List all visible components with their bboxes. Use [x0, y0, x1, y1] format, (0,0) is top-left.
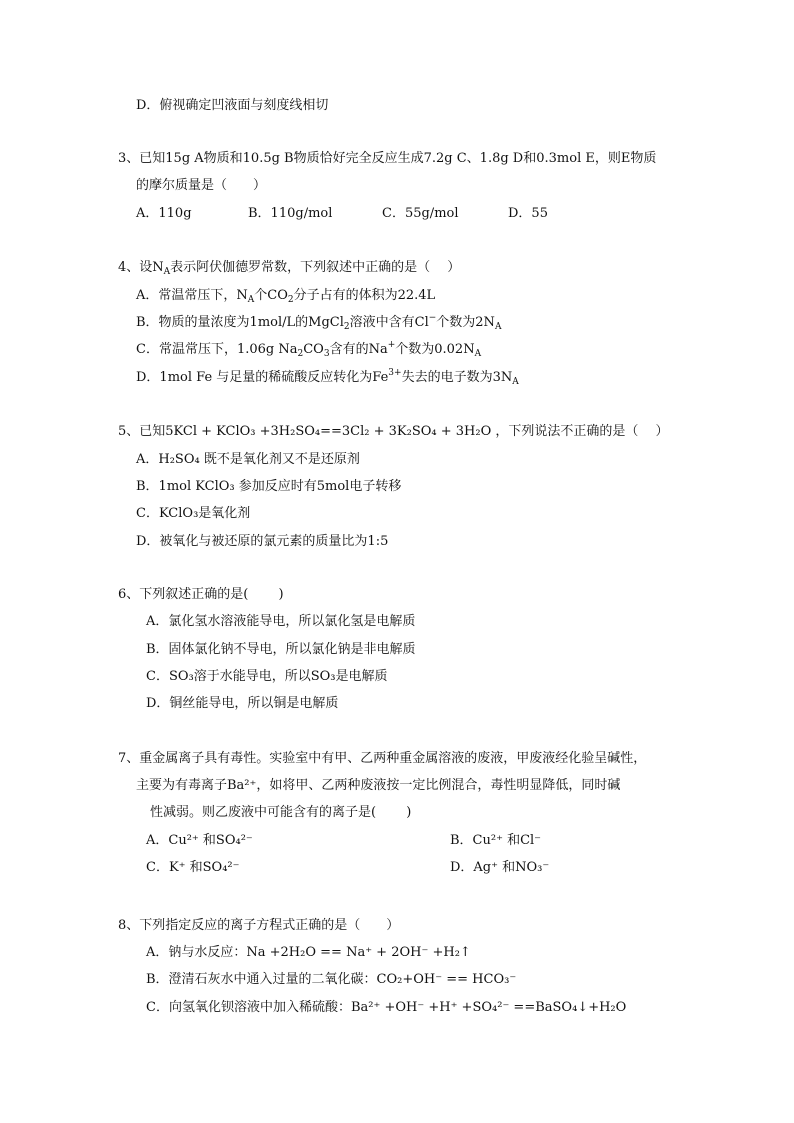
q4-stem: [118, 259, 460, 278]
q4-a-sub1: A: [247, 295, 255, 305]
q4-d-text1: D．1mol Fe 与足量的稀硫酸反应转化为Fe: [136, 370, 389, 385]
q8-option-c: C．向氢氧化钡溶液中加入稀硫酸：Ba²⁺ +OH⁻ +H⁺ +SO₄²⁻ ==BaSO₄↓+H₂O: [146, 1000, 627, 1015]
q4-b-sub1: 2: [343, 322, 350, 332]
q4-c-text3: 含有的Na: [329, 342, 388, 357]
q4-stem-sub: A: [163, 267, 171, 277]
q3-stem-line2: 的摩尔质量是（ ）: [136, 178, 267, 193]
q4-b-sub2: A: [494, 322, 502, 332]
q4-option-a: [136, 287, 435, 306]
q4-b-text3: 个数为2N: [436, 315, 495, 330]
q4-d-sub: A: [512, 377, 519, 387]
q5-option-b: B．1mol KClO₃ 参加反应时有5mol电子转移: [136, 479, 402, 494]
q6-stem: 6、下列叙述正确的是( ): [118, 587, 284, 602]
q4-option-d: [136, 369, 519, 388]
q7-stem-line1: 7、重金属离子具有毒性。实验室中有甲、乙两种重金属溶液的废液，甲废液经化验呈碱性，: [118, 751, 647, 766]
q5-option-a: A．H₂SO₄ 既不是氧化剂又不是还原剂: [136, 452, 360, 467]
q3-option-a: A．110g: [136, 206, 192, 221]
q4-a-sub2: 2: [287, 295, 294, 305]
q7-option-a: A．Cu²⁺ 和SO₄²⁻: [146, 833, 253, 848]
q4-b-sup: −: [428, 313, 437, 323]
q7-option-d: D．Ag⁺ 和NO₃⁻: [450, 860, 550, 875]
q4-a-text3: 分子占有的体积为22.4L: [293, 288, 436, 303]
q4-stem-post: 表示阿伏伽德罗常数，下列叙述中正确的是（ ）: [170, 260, 461, 275]
q4-c-text1: C．常温常压下，1.06g Na: [136, 342, 298, 357]
q4-c-sub1: 2: [297, 349, 304, 359]
q4-option-c: [136, 341, 481, 360]
q8-option-b: B．澄清石灰水中通入过量的二氧化碳：CO₂+OH⁻ == HCO₃⁻: [146, 972, 517, 987]
q4-d-sup: 3+: [388, 368, 402, 378]
q7-stem-line2: 主要为有毒离子Ba²⁺，如将甲、乙两种废液按一定比例混合，毒性明显降低，同时碱: [136, 778, 621, 793]
q4-option-b: [136, 314, 501, 333]
q4-c-text2: CO: [303, 342, 324, 357]
q4-c-sup: +: [387, 340, 396, 350]
q5-option-d: D．被氧化与被还原的氯元素的质量比为1:5: [136, 534, 389, 549]
q2-option-d: D．俯视确定凹液面与刻度线相切: [136, 98, 329, 113]
q6-option-c: C．SO₃溶于水能导电，所以SO₃是电解质: [146, 669, 388, 684]
q4-stem-pre: 4、设N: [118, 260, 164, 275]
q4-b-text1: B．物质的量浓度为1mol/L的MgCl: [136, 315, 344, 330]
q5-option-c: C．KClO₃是氧化剂: [136, 506, 251, 521]
q7-option-c: C．K⁺ 和SO₄²⁻: [146, 860, 240, 875]
q4-c-text4: 个数为0.02N: [395, 342, 475, 357]
q7-stem-line3: 性减弱。则乙废液中可能含有的离子是( ): [150, 805, 412, 820]
q4-d-text2: 失去的电子数为3N: [401, 370, 513, 385]
q8-stem: 8、下列指定反应的离子方程式正确的是（ ）: [118, 918, 400, 933]
q6-option-d: D．铜丝能导电，所以铜是电解质: [146, 696, 339, 711]
q4-a-text2: 个CO: [254, 288, 288, 303]
q6-option-b: B．固体氯化钠不导电，所以氯化钠是非电解质: [146, 642, 416, 657]
q4-a-text1: A．常温常压下，N: [136, 288, 248, 303]
q3-option-c: C．55g/mol: [382, 206, 459, 221]
q6-option-a: A．氯化氢水溶液能导电，所以氯化氢是电解质: [146, 614, 416, 629]
q7-option-b: B．Cu²⁺ 和Cl⁻: [450, 833, 542, 848]
q3-stem-line1: 3、已知15g A物质和10.5g B物质恰好完全反应生成7.2g C、1.8g D和0.3mol E，则E物质: [118, 151, 657, 166]
q4-b-text2: 溶液中含有Cl: [349, 315, 429, 330]
q8-option-a: A．钠与水反应：Na +2H₂O == Na⁺ + 2OH⁻ +H₂↑: [146, 945, 471, 960]
q4-c-sub3: A: [474, 349, 482, 359]
q4-c-sub2: 3: [323, 349, 330, 359]
q3-option-d: D．55: [508, 206, 548, 221]
q5-stem: 5、已知5KCl + KClO₃ +3H₂SO₄==3Cl₂ + 3K₂SO₄ + 3H₂O ，下列说法不正确的是（ ）: [118, 424, 669, 439]
q3-option-b: B．110g/mol: [248, 206, 333, 221]
